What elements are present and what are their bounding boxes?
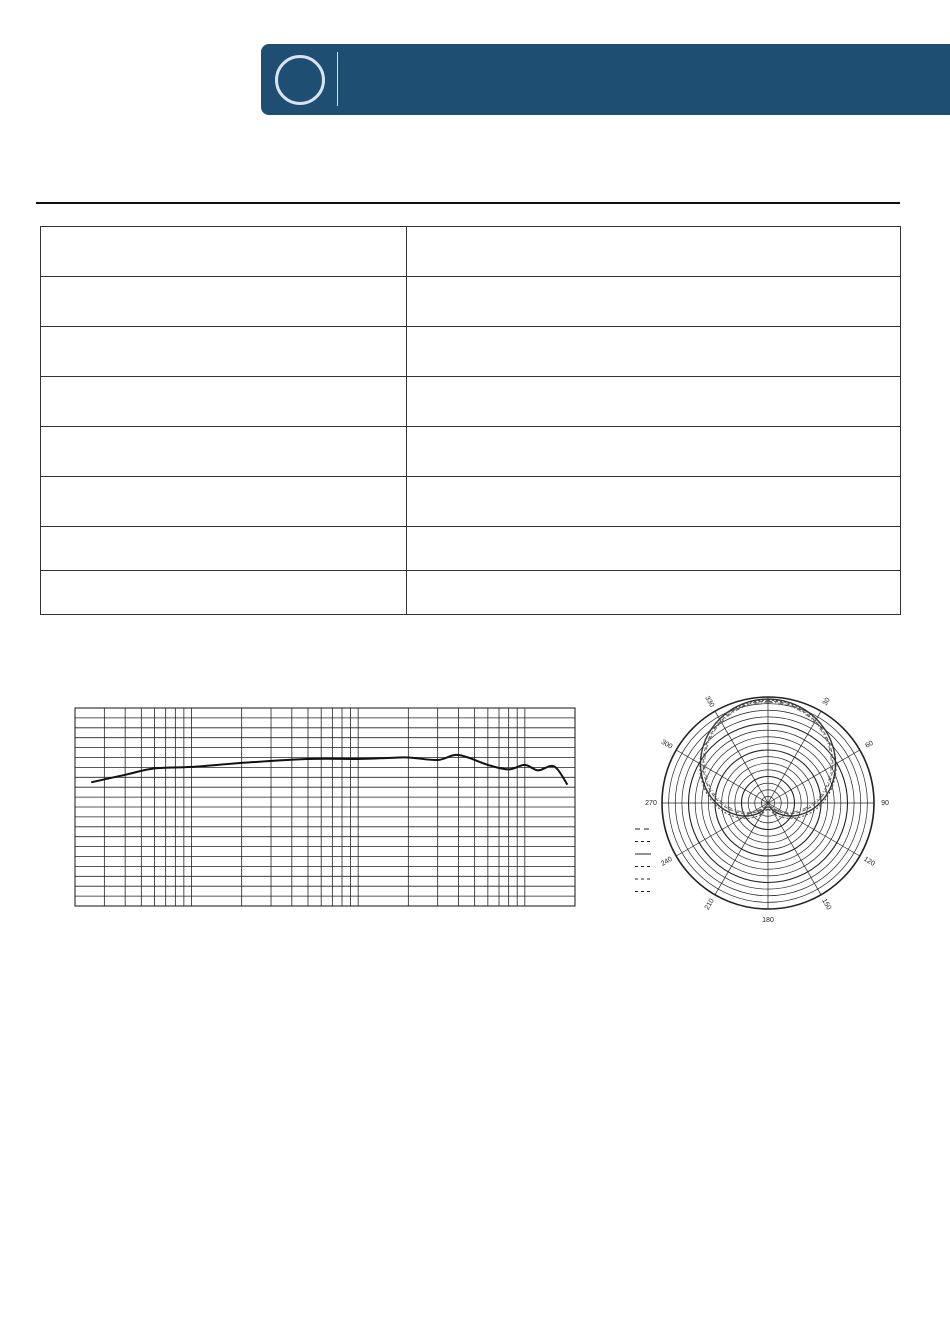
polar-angle-label: 120 [862,855,876,868]
polar-angle-label: 330 [703,695,716,709]
polar-angle-label: 270 [645,799,657,807]
polar-angle-label: 150 [820,897,833,912]
polar-angle-label: 90 [881,799,889,807]
polar-angle-label: 300 [659,738,674,751]
polar-angle-label: 210 [703,897,716,912]
polar-angle-label: 60 [864,739,875,750]
polar-angle-label: 30 [821,696,832,707]
polar-angle-label: 180 [762,916,774,924]
polar-angle-label: 240 [660,855,674,868]
